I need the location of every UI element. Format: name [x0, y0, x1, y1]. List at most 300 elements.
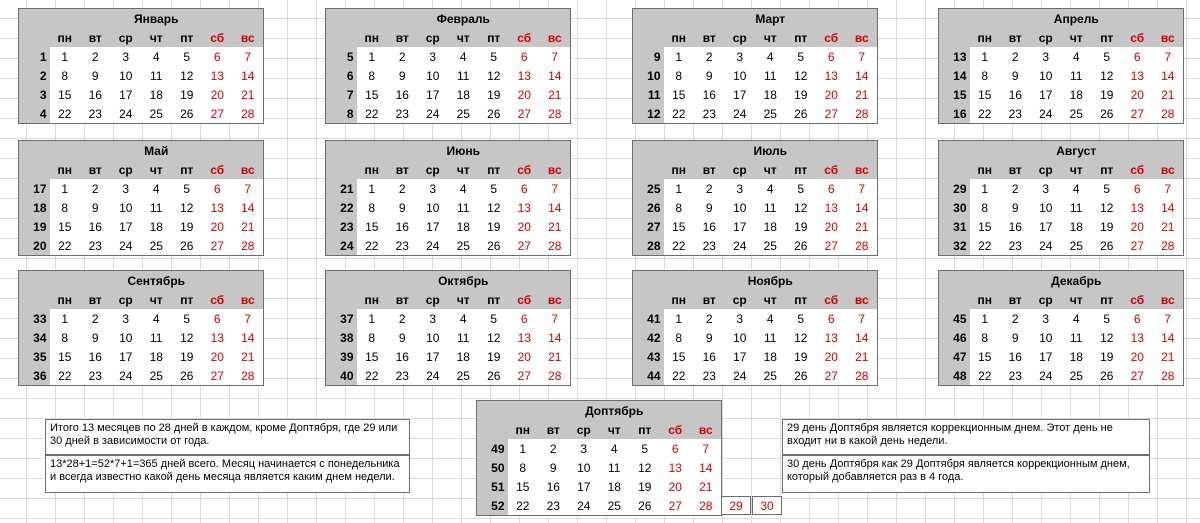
day-cell[interactable]: 26 — [180, 238, 194, 253]
day-cell[interactable]: 1 — [981, 311, 989, 326]
day-cell[interactable]: 22 — [672, 106, 686, 121]
day-cell[interactable]: 20 — [824, 219, 838, 234]
day-cell[interactable]: 6 — [520, 311, 528, 326]
day-cell[interactable]: 17 — [426, 87, 440, 102]
day-cell[interactable]: 15 — [58, 349, 72, 364]
day-cell[interactable]: 27 — [1130, 368, 1144, 383]
day-cell[interactable]: 21 — [1161, 349, 1175, 364]
day-cell[interactable]: 7 — [244, 311, 252, 326]
day-cell[interactable]: 12 — [180, 68, 194, 83]
day-cell[interactable]: 18 — [149, 87, 163, 102]
day-cell[interactable]: 23 — [395, 368, 409, 383]
day-cell[interactable]: 6 — [827, 49, 835, 64]
day-cell[interactable]: 8 — [368, 200, 376, 215]
day-cell[interactable]: 14 — [241, 68, 255, 83]
day-cell[interactable]: 11 — [764, 200, 777, 215]
day-cell[interactable]: 16 — [1008, 219, 1022, 234]
day-cell[interactable]: 4 — [1072, 311, 1080, 326]
day-cell[interactable]: 27 — [824, 368, 838, 383]
day-cell[interactable]: 20 — [668, 479, 682, 494]
day-cell[interactable]: 5 — [641, 441, 649, 456]
day-cell[interactable]: 1 — [61, 49, 69, 64]
day-cell[interactable]: 11 — [608, 460, 621, 475]
day-cell[interactable]: 6 — [671, 441, 679, 456]
day-cell[interactable]: 27 — [210, 106, 224, 121]
day-cell[interactable]: 18 — [149, 219, 163, 234]
day-cell[interactable]: 26 — [487, 238, 501, 253]
day-cell[interactable]: 21 — [548, 87, 562, 102]
day-cell[interactable]: 24 — [426, 368, 440, 383]
day-cell[interactable]: 1 — [519, 441, 527, 456]
day-cell[interactable]: 5 — [183, 311, 191, 326]
day-cell[interactable]: 17 — [1039, 219, 1053, 234]
day-cell[interactable]: 28 — [548, 238, 562, 253]
day-cell[interactable]: 14 — [1161, 330, 1175, 345]
day-cell[interactable]: 25 — [1069, 368, 1083, 383]
day-cell[interactable]: 3 — [736, 311, 744, 326]
day-cell[interactable]: 19 — [180, 219, 194, 234]
day-cell[interactable]: 12 — [1100, 200, 1114, 215]
day-cell[interactable]: 11 — [457, 200, 470, 215]
day-cell[interactable]: 28 — [699, 498, 713, 513]
day-cell[interactable]: 9 — [398, 330, 406, 345]
day-cell[interactable]: 9 — [91, 200, 99, 215]
day-cell[interactable]: 19 — [180, 349, 194, 364]
day-cell[interactable]: 10 — [119, 68, 133, 83]
day-cell[interactable]: 20 — [517, 87, 531, 102]
day-cell[interactable]: 24 — [733, 238, 747, 253]
day-cell[interactable]: 28 — [855, 368, 869, 383]
day-cell[interactable]: 9 — [398, 200, 406, 215]
day-cell[interactable]: 7 — [1164, 311, 1172, 326]
day-cell[interactable]: 28 — [855, 238, 869, 253]
day-cell[interactable]: 1 — [981, 49, 989, 64]
day-cell[interactable]: 13 — [824, 330, 838, 345]
day-cell[interactable]: 23 — [1008, 368, 1022, 383]
day-cell[interactable]: 2 — [1011, 49, 1019, 64]
day-cell[interactable]: 19 — [794, 87, 808, 102]
day-cell[interactable]: 15 — [58, 87, 72, 102]
day-cell[interactable]: 6 — [213, 181, 221, 196]
day-cell[interactable]: 24 — [119, 106, 133, 121]
day-cell[interactable]: 23 — [395, 106, 409, 121]
day-cell[interactable]: 1 — [675, 181, 683, 196]
day-cell[interactable]: 6 — [213, 311, 221, 326]
day-cell[interactable]: 6 — [827, 311, 835, 326]
day-cell[interactable]: 8 — [981, 330, 989, 345]
day-cell[interactable]: 7 — [858, 181, 866, 196]
day-cell[interactable]: 15 — [516, 479, 530, 494]
day-cell[interactable]: 23 — [1008, 238, 1022, 253]
day-cell[interactable]: 27 — [824, 238, 838, 253]
day-cell[interactable]: 9 — [705, 330, 713, 345]
day-cell[interactable]: 18 — [1069, 87, 1083, 102]
day-cell[interactable]: 22 — [58, 368, 72, 383]
day-cell[interactable]: 20 — [1130, 87, 1144, 102]
day-cell[interactable]: 27 — [210, 238, 224, 253]
day-cell[interactable]: 8 — [368, 68, 376, 83]
day-cell[interactable]: 24 — [733, 106, 747, 121]
day-cell[interactable]: 17 — [733, 87, 747, 102]
day-cell[interactable]: 3 — [580, 441, 588, 456]
day-cell[interactable]: 22 — [672, 238, 686, 253]
day-cell[interactable]: 16 — [1008, 349, 1022, 364]
day-cell[interactable]: 11 — [1070, 330, 1083, 345]
day-cell[interactable]: 10 — [426, 68, 440, 83]
day-cell[interactable]: 14 — [241, 200, 255, 215]
day-cell[interactable]: 12 — [638, 460, 652, 475]
day-cell[interactable]: 24 — [1039, 238, 1053, 253]
day-cell[interactable]: 21 — [855, 219, 869, 234]
day-cell[interactable]: 23 — [702, 106, 716, 121]
day-cell[interactable]: 19 — [1100, 349, 1114, 364]
day-cell[interactable]: 23 — [1008, 106, 1022, 121]
day-cell[interactable]: 9 — [705, 200, 713, 215]
day-cell[interactable]: 17 — [1039, 349, 1053, 364]
day-cell[interactable]: 14 — [855, 68, 869, 83]
day-cell[interactable]: 8 — [519, 460, 527, 475]
day-cell[interactable]: 11 — [457, 330, 470, 345]
day-cell[interactable]: 20 — [824, 349, 838, 364]
day-cell[interactable]: 28 — [241, 238, 255, 253]
day-cell[interactable]: 16 — [88, 349, 102, 364]
day-cell[interactable]: 2 — [549, 441, 557, 456]
day-cell[interactable]: 15 — [978, 87, 992, 102]
day-cell[interactable]: 19 — [487, 349, 501, 364]
day-cell[interactable]: 11 — [457, 68, 470, 83]
day-cell[interactable]: 25 — [607, 498, 621, 513]
day-cell[interactable]: 14 — [548, 68, 562, 83]
day-cell[interactable]: 24 — [119, 368, 133, 383]
day-cell[interactable]: 28 — [1161, 106, 1175, 121]
day-cell[interactable]: 4 — [1072, 49, 1080, 64]
day-cell[interactable]: 1 — [675, 311, 683, 326]
day-cell[interactable]: 21 — [855, 87, 869, 102]
day-cell[interactable]: 6 — [213, 49, 221, 64]
day-cell[interactable]: 22 — [365, 368, 379, 383]
day-cell[interactable]: 16 — [702, 219, 716, 234]
day-cell[interactable]: 25 — [763, 368, 777, 383]
day-cell[interactable]: 6 — [1133, 181, 1141, 196]
day-cell[interactable]: 10 — [119, 330, 133, 345]
day-cell[interactable]: 8 — [61, 68, 69, 83]
day-cell[interactable]: 13 — [668, 460, 682, 475]
day-cell[interactable]: 28 — [1161, 368, 1175, 383]
day-cell[interactable]: 6 — [827, 181, 835, 196]
day-cell[interactable]: 13 — [210, 200, 224, 215]
day-cell[interactable]: 26 — [180, 368, 194, 383]
day-cell[interactable]: 18 — [763, 349, 777, 364]
day-cell[interactable]: 27 — [1130, 238, 1144, 253]
day-cell[interactable]: 17 — [733, 349, 747, 364]
day-cell[interactable]: 20 — [1130, 349, 1144, 364]
day-cell[interactable]: 27 — [210, 368, 224, 383]
day-cell[interactable]: 23 — [88, 368, 102, 383]
day-cell[interactable]: 24 — [426, 238, 440, 253]
day-cell[interactable]: 7 — [551, 311, 559, 326]
day-cell[interactable]: 15 — [365, 87, 379, 102]
day-cell[interactable]: 20 — [517, 349, 531, 364]
day-cell[interactable]: 14 — [1161, 200, 1175, 215]
day-cell[interactable]: 17 — [119, 87, 133, 102]
day-cell[interactable]: 11 — [150, 68, 163, 83]
day-cell[interactable]: 1 — [368, 181, 376, 196]
day-cell[interactable]: 27 — [517, 368, 531, 383]
day-cell[interactable]: 25 — [763, 238, 777, 253]
day-cell[interactable]: 22 — [978, 238, 992, 253]
day-cell[interactable]: 28 — [241, 368, 255, 383]
day-cell[interactable]: 4 — [1072, 181, 1080, 196]
day-cell[interactable]: 10 — [1039, 330, 1053, 345]
day-cell[interactable]: 25 — [763, 106, 777, 121]
day-cell[interactable]: 3 — [429, 311, 437, 326]
day-cell[interactable]: 17 — [119, 219, 133, 234]
day-cell[interactable]: 12 — [794, 330, 808, 345]
correction-day-30[interactable] — [752, 496, 782, 515]
day-cell[interactable]: 26 — [794, 106, 808, 121]
day-cell[interactable]: 23 — [395, 238, 409, 253]
day-cell[interactable]: 21 — [1161, 219, 1175, 234]
day-cell[interactable]: 24 — [426, 106, 440, 121]
day-cell[interactable]: 5 — [490, 49, 498, 64]
day-cell[interactable]: 26 — [1100, 238, 1114, 253]
day-cell[interactable]: 10 — [733, 68, 747, 83]
day-cell[interactable]: 14 — [855, 330, 869, 345]
day-cell[interactable]: 18 — [149, 349, 163, 364]
day-cell[interactable]: 17 — [426, 219, 440, 234]
day-cell[interactable]: 12 — [180, 200, 194, 215]
day-cell[interactable]: 21 — [241, 219, 255, 234]
day-cell[interactable]: 3 — [736, 49, 744, 64]
day-cell[interactable]: 1 — [368, 311, 376, 326]
day-cell[interactable]: 16 — [546, 479, 560, 494]
day-cell[interactable]: 26 — [180, 106, 194, 121]
day-cell[interactable]: 8 — [675, 68, 683, 83]
day-cell[interactable]: 3 — [1042, 49, 1050, 64]
day-cell[interactable]: 3 — [736, 181, 744, 196]
day-cell[interactable]: 26 — [1100, 368, 1114, 383]
day-cell[interactable]: 4 — [459, 181, 467, 196]
day-cell[interactable]: 14 — [548, 200, 562, 215]
day-cell[interactable]: 21 — [548, 349, 562, 364]
day-cell[interactable]: 3 — [122, 49, 130, 64]
day-cell[interactable]: 18 — [607, 479, 621, 494]
day-cell[interactable]: 2 — [1011, 181, 1019, 196]
day-cell[interactable]: 22 — [978, 106, 992, 121]
day-cell[interactable]: 5 — [797, 311, 805, 326]
day-cell[interactable]: 5 — [797, 181, 805, 196]
day-cell[interactable]: 28 — [1161, 238, 1175, 253]
day-cell[interactable]: 8 — [675, 200, 683, 215]
day-cell[interactable]: 8 — [61, 330, 69, 345]
day-cell[interactable]: 12 — [487, 330, 501, 345]
day-cell[interactable]: 23 — [88, 106, 102, 121]
day-cell[interactable]: 14 — [241, 330, 255, 345]
day-cell[interactable]: 21 — [699, 479, 713, 494]
day-cell[interactable]: 26 — [794, 368, 808, 383]
day-cell[interactable]: 17 — [119, 349, 133, 364]
day-cell[interactable]: 14 — [699, 460, 713, 475]
day-cell[interactable]: 16 — [395, 349, 409, 364]
day-cell[interactable]: 13 — [210, 330, 224, 345]
day-cell[interactable]: 7 — [1164, 49, 1172, 64]
day-cell[interactable]: 9 — [91, 68, 99, 83]
correction-day-29[interactable] — [721, 496, 751, 515]
day-cell[interactable]: 11 — [150, 200, 163, 215]
day-cell[interactable]: 16 — [1008, 87, 1022, 102]
day-cell[interactable]: 2 — [91, 311, 99, 326]
day-cell[interactable]: 7 — [551, 181, 559, 196]
day-cell[interactable]: 19 — [1100, 87, 1114, 102]
day-cell[interactable]: 3 — [1042, 311, 1050, 326]
day-cell[interactable]: 1 — [61, 311, 69, 326]
day-cell[interactable]: 11 — [764, 330, 777, 345]
day-cell[interactable]: 9 — [549, 460, 557, 475]
day-cell[interactable]: 16 — [702, 87, 716, 102]
day-cell[interactable]: 16 — [88, 87, 102, 102]
day-cell[interactable]: 14 — [548, 330, 562, 345]
day-cell[interactable]: 17 — [733, 219, 747, 234]
day-cell[interactable]: 19 — [487, 87, 501, 102]
day-cell[interactable]: 18 — [1069, 219, 1083, 234]
day-cell[interactable]: 28 — [548, 368, 562, 383]
day-cell[interactable]: 15 — [978, 219, 992, 234]
day-cell[interactable]: 25 — [456, 106, 470, 121]
day-cell[interactable]: 3 — [429, 181, 437, 196]
day-cell[interactable]: 2 — [91, 181, 99, 196]
day-cell[interactable]: 12 — [487, 68, 501, 83]
day-cell[interactable]: 25 — [456, 238, 470, 253]
day-cell[interactable]: 12 — [1100, 68, 1114, 83]
day-cell[interactable]: 4 — [766, 311, 774, 326]
day-cell[interactable]: 27 — [824, 106, 838, 121]
day-cell[interactable]: 2 — [705, 49, 713, 64]
day-cell[interactable]: 9 — [705, 68, 713, 83]
day-cell[interactable]: 13 — [210, 68, 224, 83]
day-cell[interactable]: 26 — [487, 368, 501, 383]
day-cell[interactable]: 15 — [978, 349, 992, 364]
day-cell[interactable]: 9 — [1011, 200, 1019, 215]
day-cell[interactable]: 15 — [672, 87, 686, 102]
day-cell[interactable]: 25 — [149, 238, 163, 253]
day-cell[interactable]: 23 — [546, 498, 560, 513]
day-cell[interactable]: 27 — [517, 238, 531, 253]
day-cell[interactable]: 16 — [395, 87, 409, 102]
day-cell[interactable]: 20 — [210, 219, 224, 234]
day-cell[interactable]: 2 — [705, 181, 713, 196]
day-cell[interactable]: 9 — [398, 68, 406, 83]
day-cell[interactable]: 11 — [1070, 68, 1083, 83]
day-cell[interactable]: 19 — [1100, 219, 1114, 234]
day-cell[interactable]: 13 — [1130, 200, 1144, 215]
day-cell[interactable]: 24 — [733, 368, 747, 383]
day-cell[interactable]: 7 — [551, 49, 559, 64]
day-cell[interactable]: 2 — [398, 181, 406, 196]
day-cell[interactable]: 18 — [1069, 349, 1083, 364]
day-cell[interactable]: 15 — [58, 219, 72, 234]
day-cell[interactable]: 10 — [1039, 68, 1053, 83]
day-cell[interactable]: 22 — [672, 368, 686, 383]
day-cell[interactable]: 8 — [675, 330, 683, 345]
day-cell[interactable]: 13 — [824, 200, 838, 215]
day-cell[interactable]: 27 — [1130, 106, 1144, 121]
day-cell[interactable]: 1 — [675, 49, 683, 64]
day-cell[interactable]: 19 — [794, 219, 808, 234]
day-cell[interactable]: 5 — [797, 49, 805, 64]
day-cell[interactable]: 7 — [702, 441, 710, 456]
day-cell[interactable]: 12 — [794, 200, 808, 215]
day-cell[interactable]: 12 — [1100, 330, 1114, 345]
day-cell[interactable]: 9 — [1011, 68, 1019, 83]
day-cell[interactable]: 11 — [1070, 200, 1083, 215]
day-cell[interactable]: 8 — [981, 200, 989, 215]
day-cell[interactable]: 16 — [702, 349, 716, 364]
day-cell[interactable]: 24 — [577, 498, 591, 513]
day-cell[interactable]: 13 — [1130, 68, 1144, 83]
day-cell[interactable]: 10 — [426, 200, 440, 215]
day-cell[interactable]: 2 — [1011, 311, 1019, 326]
day-cell[interactable]: 3 — [429, 49, 437, 64]
day-cell[interactable]: 24 — [119, 238, 133, 253]
day-cell[interactable]: 25 — [1069, 238, 1083, 253]
day-cell[interactable]: 23 — [702, 238, 716, 253]
day-cell[interactable]: 13 — [1130, 330, 1144, 345]
day-cell[interactable]: 4 — [152, 49, 160, 64]
day-cell[interactable]: 21 — [855, 349, 869, 364]
day-cell[interactable]: 21 — [241, 87, 255, 102]
day-cell[interactable]: 7 — [858, 49, 866, 64]
day-cell[interactable]: 21 — [548, 219, 562, 234]
day-cell[interactable]: 10 — [426, 330, 440, 345]
day-cell[interactable]: 11 — [150, 330, 163, 345]
day-cell[interactable]: 5 — [1103, 181, 1111, 196]
day-cell[interactable]: 25 — [1069, 106, 1083, 121]
day-cell[interactable]: 5 — [1103, 311, 1111, 326]
day-cell[interactable]: 26 — [1100, 106, 1114, 121]
day-cell[interactable]: 1 — [981, 181, 989, 196]
day-cell[interactable]: 9 — [91, 330, 99, 345]
day-cell[interactable]: 11 — [764, 68, 777, 83]
day-cell[interactable]: 15 — [365, 349, 379, 364]
day-cell[interactable]: 24 — [1039, 368, 1053, 383]
day-cell[interactable]: 6 — [1133, 49, 1141, 64]
day-cell[interactable]: 13 — [517, 68, 531, 83]
day-cell[interactable]: 28 — [241, 106, 255, 121]
day-cell[interactable]: 15 — [365, 219, 379, 234]
day-cell[interactable]: 25 — [149, 368, 163, 383]
day-cell[interactable]: 17 — [577, 479, 591, 494]
day-cell[interactable]: 16 — [88, 219, 102, 234]
day-cell[interactable]: 19 — [794, 349, 808, 364]
day-cell[interactable]: 10 — [1039, 200, 1053, 215]
day-cell[interactable]: 23 — [702, 368, 716, 383]
day-cell[interactable]: 19 — [487, 219, 501, 234]
day-cell[interactable]: 14 — [1161, 68, 1175, 83]
day-cell[interactable]: 12 — [794, 68, 808, 83]
day-cell[interactable]: 7 — [1164, 181, 1172, 196]
day-cell[interactable]: 18 — [763, 219, 777, 234]
day-cell[interactable]: 18 — [763, 87, 777, 102]
day-cell[interactable]: 20 — [824, 87, 838, 102]
day-cell[interactable]: 20 — [210, 349, 224, 364]
day-cell[interactable]: 10 — [119, 200, 133, 215]
day-cell[interactable]: 5 — [490, 181, 498, 196]
day-cell[interactable]: 25 — [456, 368, 470, 383]
day-cell[interactable]: 2 — [398, 311, 406, 326]
day-cell[interactable]: 8 — [981, 68, 989, 83]
day-cell[interactable]: 5 — [183, 181, 191, 196]
day-cell[interactable]: 4 — [459, 49, 467, 64]
